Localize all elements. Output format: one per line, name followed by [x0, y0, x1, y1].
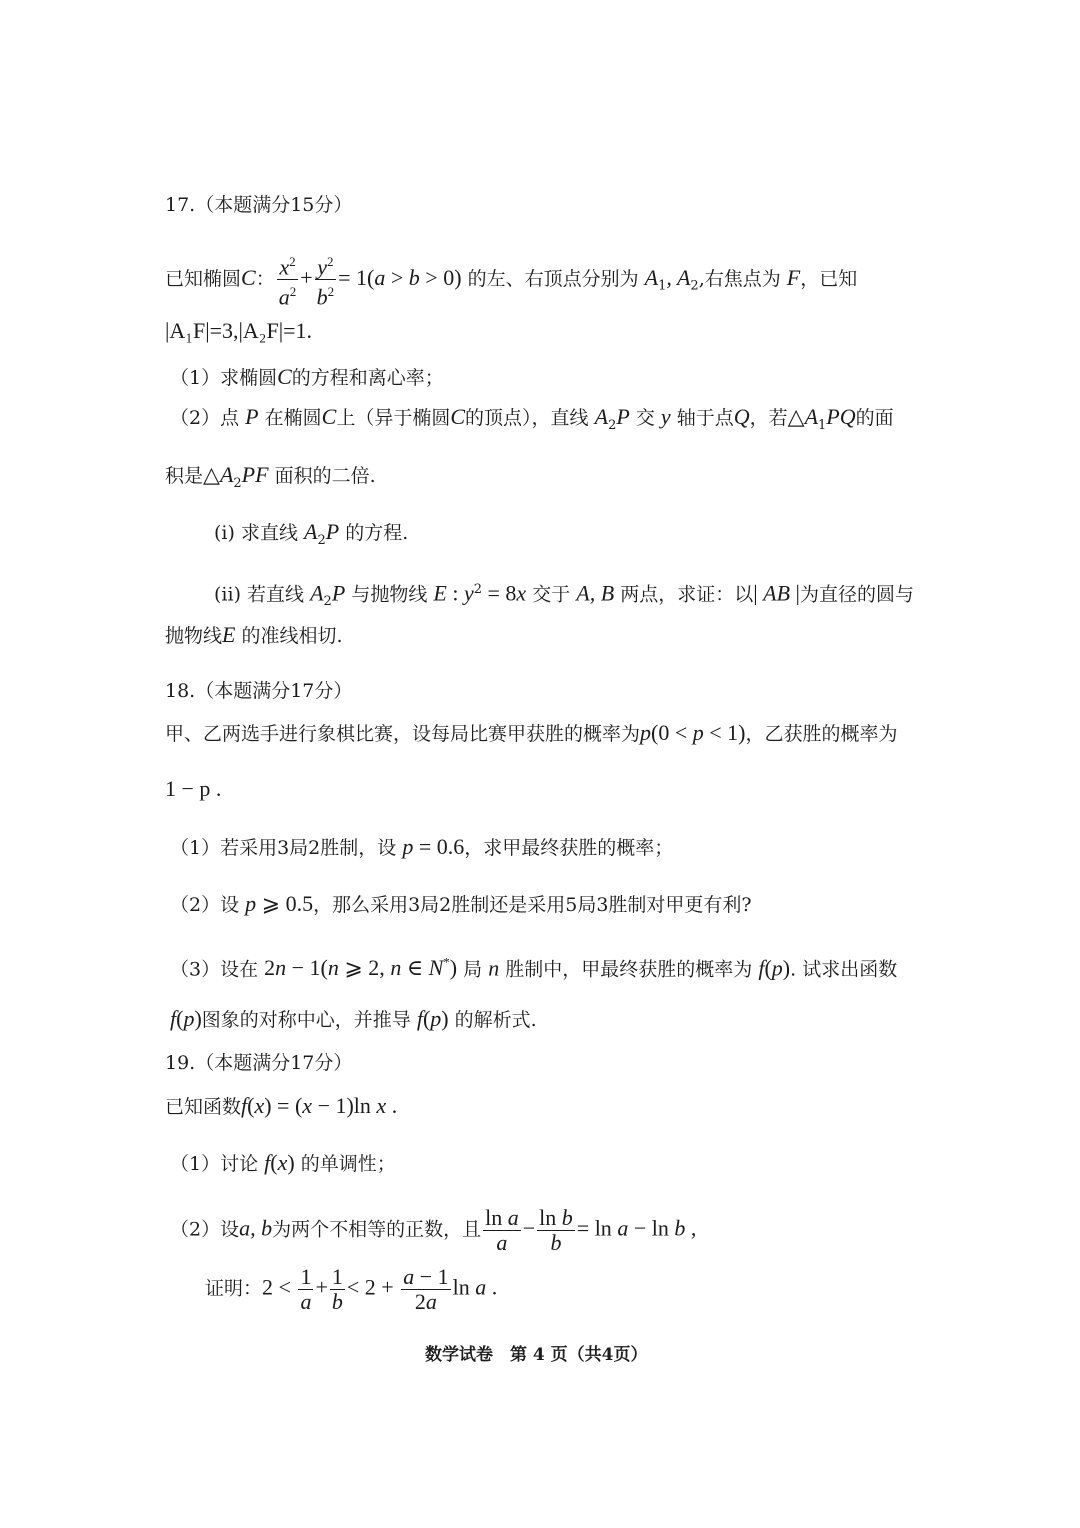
q18-part3: （3）设在 2n − 1(n ⩾ 2, n ∈ N*) 局 n 胜制中，甲最终获胜的概率为 f(p). 试求出函数 — [170, 955, 898, 981]
q17-part2-cont: 积是$\triangle A_2PF$ 面积的二倍. — [165, 462, 376, 491]
q17-sub2-cont: 抛物线E 的准线相切. — [165, 622, 343, 647]
q19-proof: 证明：2 < $\frac{1}{a}$ + $\frac{1}{b}$ < 2 + $\frac{a - 1}{2a}$ ln a . — [205, 1264, 498, 1314]
q18-intro: 甲、乙两选手进行象棋比赛，设每局比赛甲获胜的概率为p(0 < p < 1)，乙获胜的概率为 — [165, 720, 898, 745]
q17-intro: 已知椭圆C： $\frac{x^2}{a^2}$ + $\frac{y^2}{b^2}$ = 1(a > b > 0) 的左、右顶点分别为 $A_1$, $A_2$,右焦点为 F，已知 — [165, 250, 857, 310]
q17-part1: （1）求椭圆C的方程和离心率； — [170, 364, 444, 389]
q17-sub2: (ii) 若直线 $A_2P$ 与抛物线 E : $y^2 = 8x$ 交于 A, B 两点，求证：以| AB |为直径的圆与 — [214, 580, 914, 610]
q18-header: 18.（本题满分17分） — [165, 680, 353, 702]
q17-condition: |A₁F|=3,|A₂F|=1. — [165, 318, 313, 343]
q18-part2: （2）设 p ⩾ 0.5，那么采用3局2胜制还是采用5局3胜制对甲更有利? — [170, 891, 752, 916]
q18-part3-cont: f(p)图象的对称中心，并推导 f(p) 的解析式. — [170, 1006, 537, 1031]
q17-header: 17.（本题满分15分） — [165, 194, 353, 216]
q18-part1: （1）若采用3局2胜制，设 p = 0.6，求甲最终获胜的概率； — [170, 834, 674, 859]
page-footer: 数学试卷 第 4 页（共4页） — [425, 1345, 648, 1365]
q17-part2: （2）点 P 在椭圆C上（异于椭圆C的顶点），直线 $A_2P$ 交 y 轴于点Q，若$\triangle A_1PQ$的面 — [170, 404, 894, 433]
q17-sub1: (i) 求直线 $A_2P$ 的方程. — [214, 519, 409, 548]
q19-intro: 已知函数f(x) = (x − 1)ln x . — [165, 1093, 398, 1118]
q19-header: 19.（本题满分17分） — [165, 1052, 353, 1074]
q18-intro-cont: 1 − p . — [165, 776, 222, 801]
q19-part2: （2）设a, b为两个不相等的正数，且 $\frac{\text{ln a}}{a}$ − $\frac{\text{ln b}}{b}$ = ln a − ln b , — [170, 1205, 697, 1255]
q19-part1: （1）讨论 f(x) 的单调性； — [170, 1150, 396, 1175]
